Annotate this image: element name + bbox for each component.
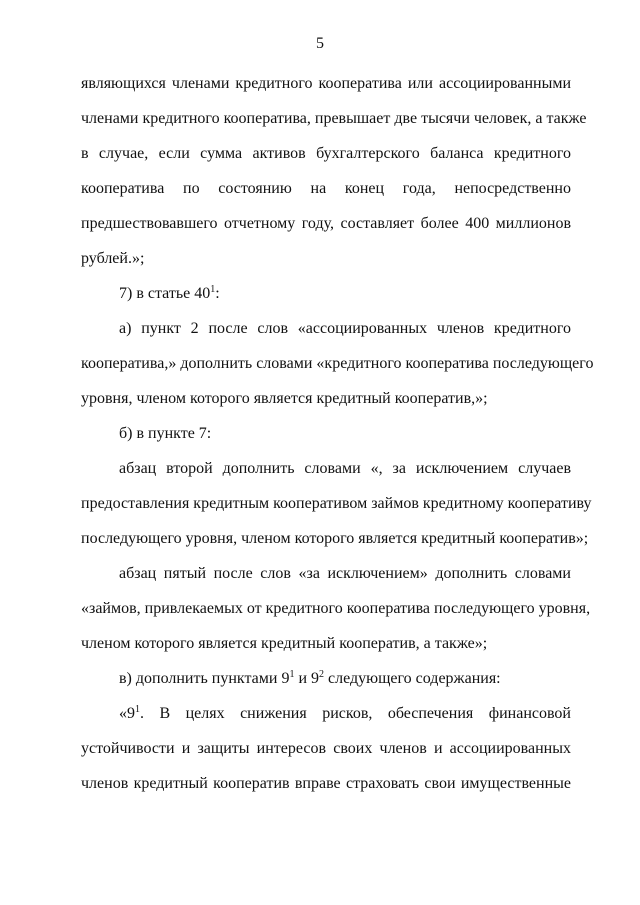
superscript: 2 <box>319 669 324 680</box>
superscript: 1 <box>289 669 295 680</box>
text-line: предшествовавшего отчетному году, составляет более 400 миллионов <box>81 215 571 232</box>
text-line: членом которого является кредитный кооператив, а также»; <box>81 635 488 652</box>
text-line: рублей.»; <box>81 250 145 267</box>
text-line: абзац пятый после слов «за исключением» дополнить словами <box>119 565 571 582</box>
line-text: : <box>215 285 220 302</box>
line-text: следующего содержания: <box>324 670 501 687</box>
text-line: членов кредитный кооператив вправе страховать свои имущественные <box>81 775 571 792</box>
text-line: кооператива по состоянию на конец года, непосредственно <box>81 180 571 197</box>
text-line: устойчивости и защиты интересов своих членов и ассоциированных <box>81 740 571 757</box>
text-line: членами кредитного кооператива, превышает две тысячи человек, а также <box>81 110 587 127</box>
text-line: в случае, если сумма активов бухгалтерского баланса кредитного <box>81 145 571 162</box>
text-line: последующего уровня, членом которого является кредитный кооператив»; <box>81 530 589 547</box>
text-line: кооператива,» дополнить словами «кредитного кооператива последующего <box>81 355 594 372</box>
superscript: 1 <box>135 704 140 715</box>
text-line: «займов, привлекаемых от кредитного кооператива последующего уровня, <box>81 600 591 617</box>
superscript: 1 <box>210 284 216 295</box>
text-line: абзац второй дополнить словами «, за исключением случаев <box>119 460 571 477</box>
list-item-heading <box>119 284 571 304</box>
list-item-heading <box>119 669 571 689</box>
list-item-heading: б) в пункте 7: <box>119 425 212 442</box>
line-text: в) дополнить пунктами 9 <box>119 670 290 687</box>
line-text: 7) в статье 40 <box>119 285 211 302</box>
line-text: и 9 <box>294 670 319 687</box>
text-line: а) пункт 2 после слов «ассоциированных членов кредитного <box>119 320 571 337</box>
text-line <box>119 704 571 724</box>
line-text: . В целях снижения рисков, обеспечения финансовой <box>140 705 571 722</box>
line-text: «9 <box>119 705 135 722</box>
text-line: являющихся членами кредитного кооператива или ассоциированными <box>81 75 571 92</box>
page-number: 5 <box>316 35 324 52</box>
text-line: предоставления кредитным кооперативом займов кредитному кооперативу <box>81 495 592 512</box>
text-line: уровня, членом которого является кредитный кооператив,»; <box>81 390 488 407</box>
